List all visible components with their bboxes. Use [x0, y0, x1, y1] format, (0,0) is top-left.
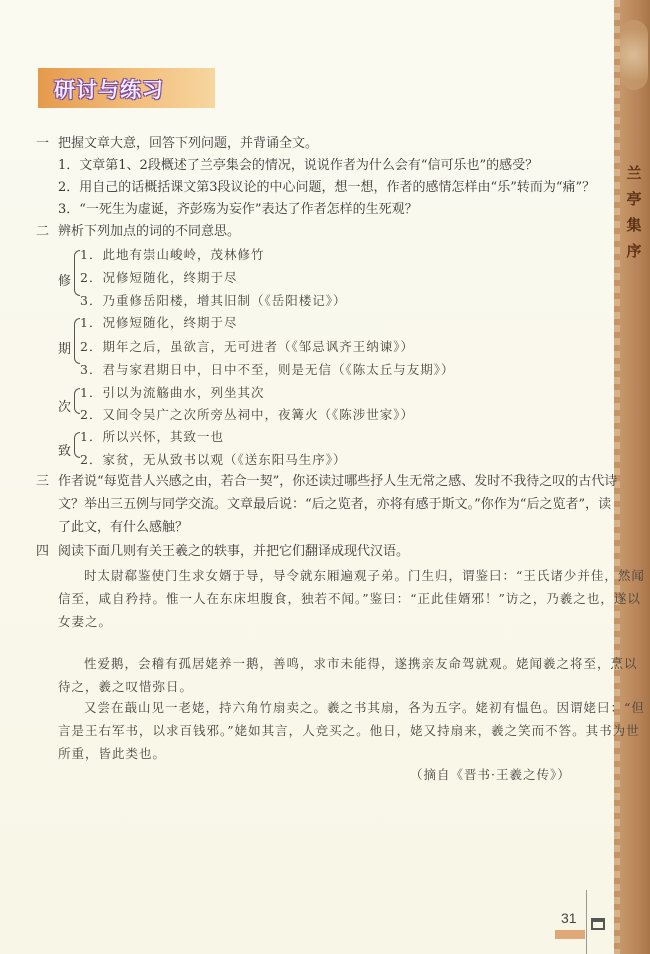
q1-marker: 一 — [36, 136, 50, 151]
passage-line: 时太尉郗鉴使门生求女婿于导，导令就东厢遍观子弟。门生归，谓鉴曰：“王氏诸少并佳，然闻 — [84, 568, 645, 583]
word-zhi: 致 — [58, 444, 72, 459]
passage-line: 信至，咸自矜持。惟一人在东床坦腹食，独若不闻。”鉴曰：“正此佳婿邪！”访之，乃羲之也，遂以 — [58, 591, 641, 606]
q1-item: 1．文章第1、2段概述了兰亭集会的情况，说说作者为什么会有“信可乐也”的感受？ — [58, 158, 539, 173]
q3-line: 文？举出三五例与同学交流。文章最后说：“后之览者，亦将有感于斯文。”你作为“后之览者”，读 — [58, 497, 612, 512]
side-title-char: 亭 — [626, 190, 642, 208]
decorative-image — [620, 20, 648, 90]
section-header-text: 研讨与练习 — [54, 78, 164, 102]
q2-item: 1．引以为流觞曲水，列坐其次 — [80, 385, 265, 400]
footer-label-bar — [555, 930, 585, 939]
q2-item: 2．又间令吴广之次所旁丛祠中，夜篝火（《陈涉世家》） — [80, 407, 414, 422]
q2-item: 2．期年之后，虽欲言，无可进者（《邹忌讽齐王纳谏》） — [80, 339, 414, 354]
side-title — [624, 160, 644, 264]
word-ci: 次 — [58, 400, 72, 415]
q2-item: 1．此地有崇山峻岭，茂林修竹 — [80, 247, 265, 262]
q2-item: 3．乃重修岳阳楼，增其旧制（《岳阳楼记》） — [80, 293, 347, 308]
q2-text: 辨析下列加点的词的不同意思。 — [58, 224, 241, 239]
passage-line: 所重，皆此类也。 — [58, 746, 167, 761]
book-icon — [591, 918, 605, 930]
side-title-char: 兰 — [626, 164, 642, 182]
q2-marker: 二 — [36, 224, 50, 239]
q2-item: 1．所以兴怀，其致一也 — [80, 429, 224, 444]
q4-marker: 四 — [36, 544, 50, 559]
word-xiu: 修 — [58, 274, 72, 289]
passage-line: 又尝在蕺山见一老姥，持六角竹扇卖之。羲之书其扇，各为五字。姥初有愠色。因谓姥曰：“但 — [84, 700, 645, 715]
passage-line: 性爱鹅，会稽有孤居姥养一鹅，善鸣，求市未能得，遂携亲友命驾就观。姥闻羲之将至，烹以 — [84, 656, 638, 671]
q2-item: 2．况修短随化，终期于尽 — [80, 270, 238, 285]
q3-line: 作者说“每览昔人兴感之由，若合一契”，你还读过哪些抒人生无常之感、发时不我待之叹的古代诗 — [58, 474, 618, 489]
q3-line: 了此文，有什么感触？ — [58, 520, 189, 535]
page-number: 31 — [561, 910, 577, 926]
section-header — [38, 68, 215, 108]
word-qi: 期 — [58, 342, 72, 357]
q3-marker: 三 — [36, 474, 50, 489]
q2-item: 3．君与家君期日中，日中不至，则是无信（《陈太丘与友期》） — [80, 362, 455, 377]
side-title-char: 集 — [626, 216, 642, 234]
q4-text: 阅读下面几则有关王羲之的轶事，并把它们翻译成现代汉语。 — [58, 544, 410, 559]
q1-text: 把握文章大意，回答下列问题，并背诵全文。 — [58, 136, 319, 151]
passage-source: （摘自《晋书·王羲之传》） — [410, 767, 571, 782]
passage-line: 言是王右军书，以求百钱邪。”姥如其言，人竞买之。他日，姥又持扇来，羲之笑而不答。其书为世 — [58, 723, 640, 738]
passage-line: 待之，羲之叹惜弥日。 — [58, 679, 194, 694]
q2-item: 2．家贫，无从致书以观（《送东阳马生序》） — [80, 452, 347, 467]
q1-item: 2．用自己的话概括课文第3段议论的中心问题，想一想，作者的感情怎样由“乐”转而为“痛”？ — [58, 180, 596, 195]
passage-line: 女妻之。 — [58, 614, 113, 629]
footer-divider — [586, 890, 587, 954]
side-strip — [618, 0, 650, 954]
q2-item: 1．况修短随化，终期于尽 — [80, 315, 238, 330]
q1-item: 3．“一死生为虚诞，齐彭殇为妄作”表达了作者怎样的生死观？ — [58, 202, 418, 217]
side-title-char: 序 — [626, 242, 642, 260]
